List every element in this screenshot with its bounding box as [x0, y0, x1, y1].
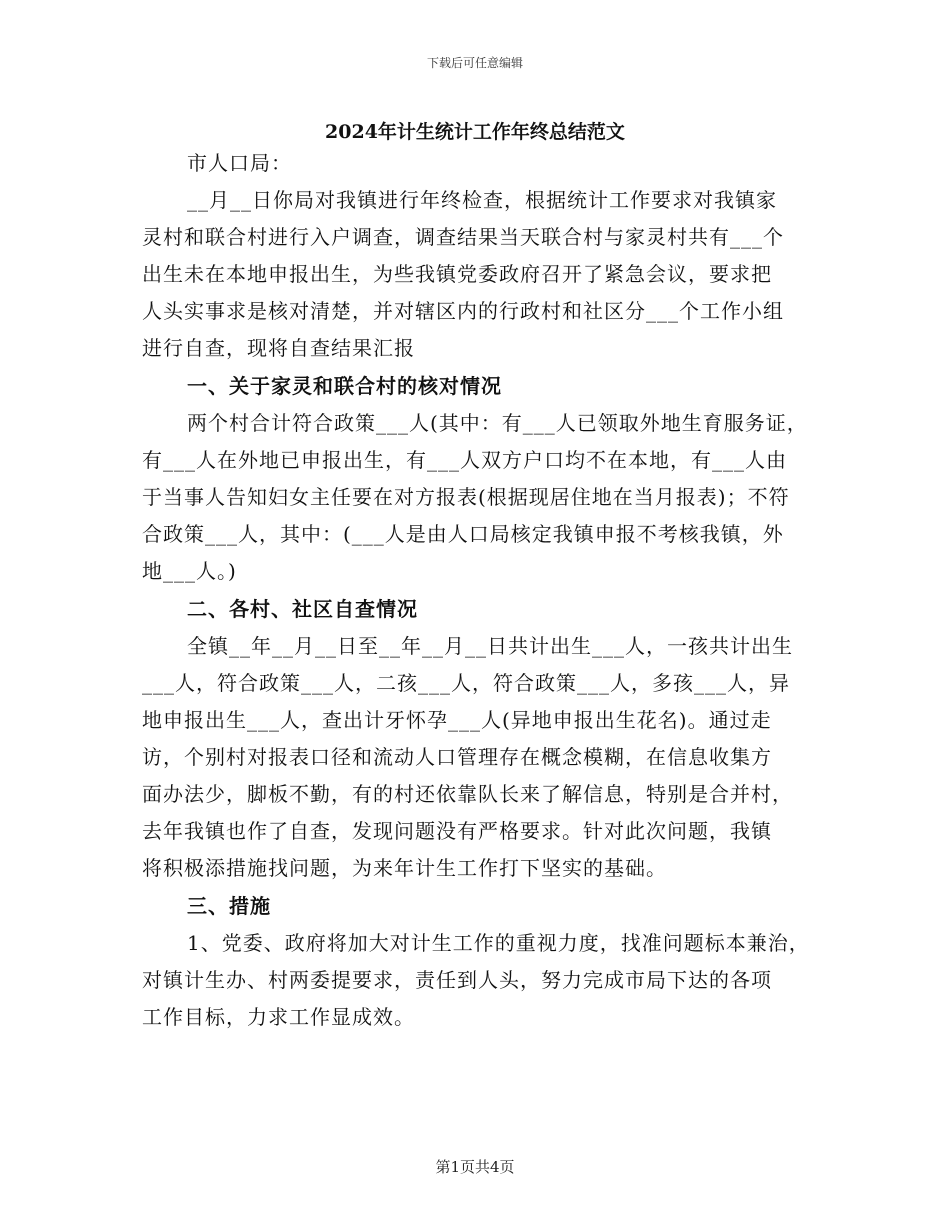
document-title: 2024年计生统计工作年终总结范文: [325, 121, 625, 143]
section2-line: 地申报出生___人，查出计牙怀孕___人(异地申报出生花名)。通过走: [142, 708, 772, 732]
page-footer: 第1页共4页: [435, 1158, 515, 1176]
intro-line: 出生未在本地申报出生，为些我镇党委政府召开了紧急会议，要求把: [142, 262, 772, 286]
section2-line: 访，个别村对报表口径和流动人口管理存在概念模糊，在信息收集方: [142, 745, 772, 769]
section1-line: 两个村合计符合政策___人(其中：有___人已领取外地生育服务证，: [187, 411, 808, 435]
section1-line: 地___人。): [142, 559, 237, 583]
section2-line: 全镇__年__月__日至__年__月__日共计出生___人，一孩共计出生: [187, 634, 793, 658]
intro-line: 人头实事求是核对清楚，并对辖区内的行政村和社区分___个工作小组: [142, 299, 784, 323]
section2-line: 面办法少，脚板不勤，有的村还依靠队长来了解信息，特别是合并村，: [142, 782, 793, 806]
intro-line: 灵村和联合村进行入户调查，调查结果当天联合村与家灵村共有___个: [142, 225, 784, 249]
addressee: 市人口局：: [187, 151, 292, 175]
section2-line: ___人，符合政策___人，二孩___人，符合政策___人，多孩___人，异: [142, 671, 790, 695]
section2-line: 去年我镇也作了自查，发现问题没有严格要求。针对此次问题，我镇: [142, 819, 772, 843]
section1-line: 有___人在外地已申报出生，有___人双方户口均不在本地，有___人由: [142, 448, 787, 472]
section-heading-3: 三、措施: [187, 894, 271, 918]
header-note: 下载后可任意编辑: [426, 56, 523, 70]
section2-line: 将积极添措施找问题，为来年计生工作打下坚实的基础。: [142, 856, 667, 880]
section1-line: 于当事人告知妇女主任要在对方报表(根据现居住地在当月报表)；不符: [142, 485, 790, 509]
section1-line: 合政策___人，其中：(___人是由人口局核定我镇申报不考核我镇，外: [142, 522, 784, 546]
intro-line: 进行自查，现将自查结果汇报: [142, 336, 415, 360]
section3-line: 1、党委、政府将加大对计生工作的重视力度，找准问题标本兼治，: [187, 931, 810, 955]
section-heading-1: 一、关于家灵和联合村的核对情况: [187, 374, 502, 398]
intro-line: __月__日你局对我镇进行年终检查，根据统计工作要求对我镇家: [187, 188, 777, 212]
section-heading-2: 二、各村、社区自查情况: [187, 597, 418, 621]
section3-line: 工作目标，力求工作显成效。: [142, 1005, 415, 1029]
section3-line: 对镇计生办、村两委提要求，责任到人头，努力完成市局下达的各项: [142, 968, 772, 992]
